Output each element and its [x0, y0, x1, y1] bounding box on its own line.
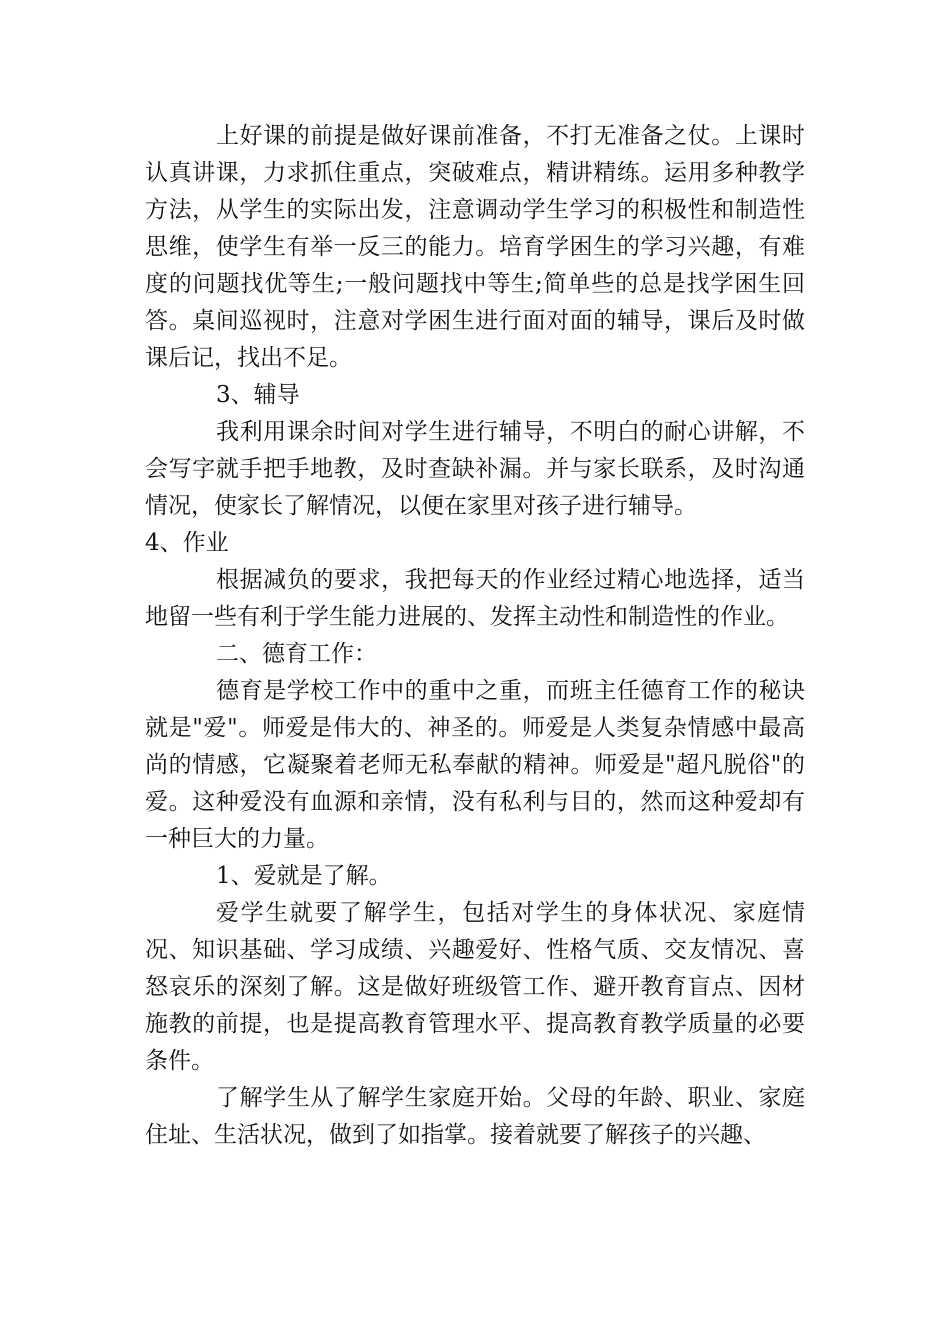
paragraph-tutoring: 我利用课余时间对学生进行辅导，不明白的耐心讲解，不会写字就手把手地教，及时查缺补漏。并与家长联系，及时沟通情况，使家长了解情况，以便在家里对孩子进行辅导。 [145, 419, 805, 519]
paragraph-homework: 根据减负的要求，我把每天的作业经过精心地选择，适当地留一些有利于学生能力进展的、发挥主动性和制造性的作业。 [145, 567, 805, 630]
heading-homework: 4、作业 [145, 530, 229, 556]
heading-moral-education: 二、德育工作： [216, 641, 377, 667]
paragraph-family-background: 了解学生从了解学生家庭开始。父母的年龄、职业、家庭住址、生活状况，做到了如指掌。接着就要了解孩子的兴趣、 [145, 1085, 805, 1148]
paragraph-lesson-preparation: 上好课的前提是做好课前准备，不打无准备之仗。上课时认真讲课，力求抓住重点，突破难点，精讲精练。运用多种教学方法，从学生的实际出发，注意调动学生学习的积极性和制造性思维，使学生有举一反三的能力。培育学困生的学习兴趣，有难度的问题找优等生;一般问题找中等生;简单些的总是找学困生回答。桌间巡视时，注意对学困生进行面对面的辅导，课后及时做课后记，找出不足。 [145, 123, 805, 371]
heading-love-is-understanding: 1、爱就是了解。 [216, 863, 392, 889]
paragraph-understanding-students: 爱学生就要了解学生，包括对学生的身体状况、家庭情况、知识基础、学习成绩、兴趣爱好、性格气质、交友情况、喜怒哀乐的深刻了解。这是做好班级管工作、避开教育盲点、因材施教的前提，也是提高教育管理水平、提高教育教学质量的必要条件。 [145, 900, 805, 1074]
heading-tutoring: 3、辅导 [216, 382, 300, 408]
paragraph-moral-education: 德育是学校工作中的重中之重，而班主任德育工作的秘诀就是"爱"。师爱是伟大的、神圣的。师爱是人类复杂情感中最高尚的情感，它凝聚着老师无私奉献的精神。师爱是"超凡脱俗"的爱。这种爱没有血源和亲情，没有私利与目的，然而这种爱却有一种巨大的力量。 [145, 678, 805, 852]
document-body [145, 118, 805, 1154]
